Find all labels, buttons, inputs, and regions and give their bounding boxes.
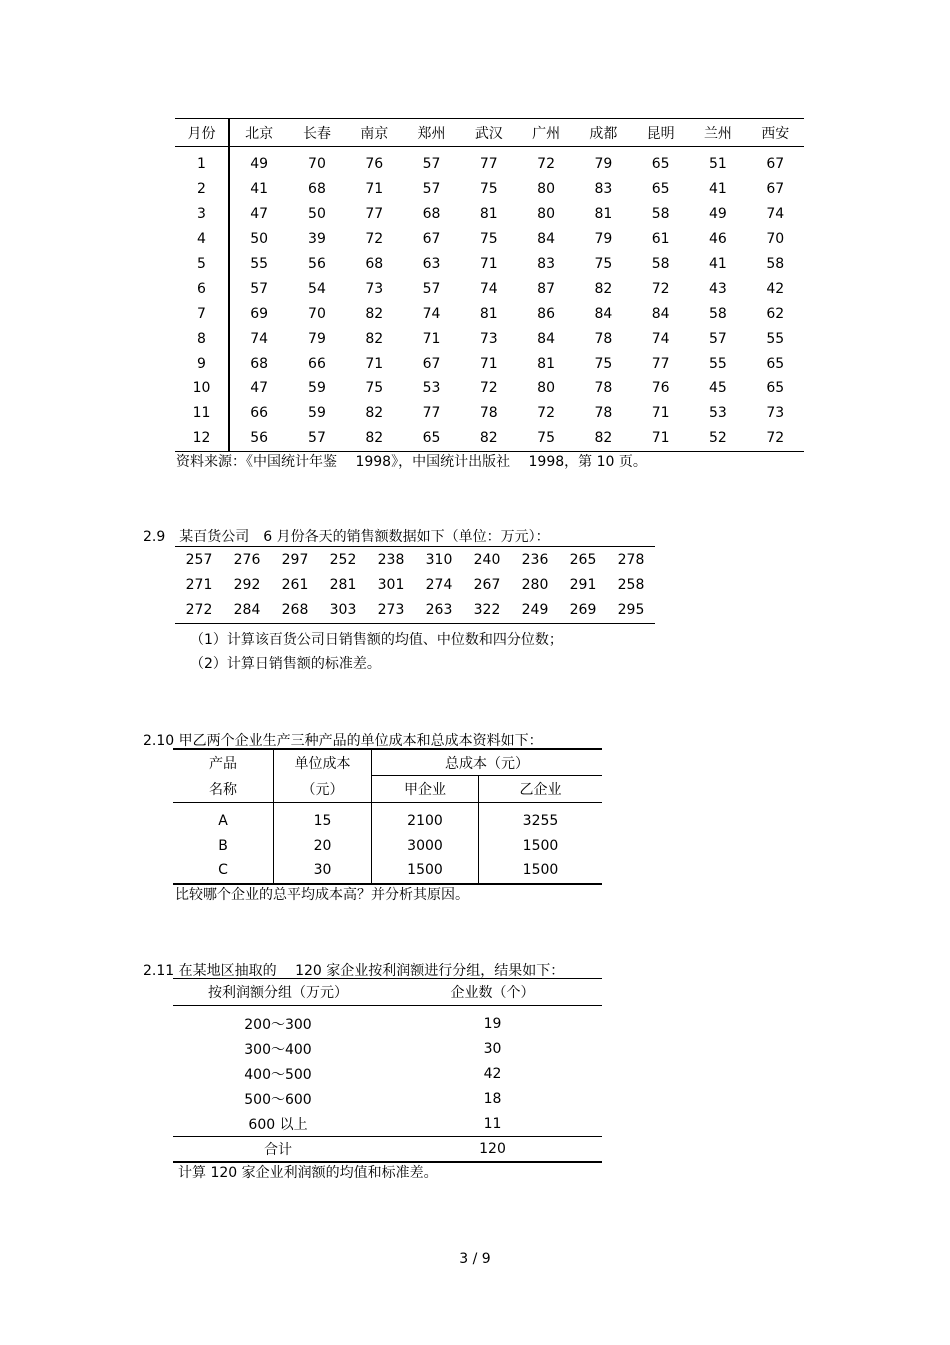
header-cell: 乙企业 bbox=[479, 776, 603, 803]
table-cell: 273 bbox=[367, 598, 415, 624]
table-cell: 20 bbox=[274, 834, 372, 859]
table-cell: 83 bbox=[537, 256, 555, 272]
table-cell: 74 bbox=[766, 206, 785, 223]
table-cell: 10 bbox=[175, 376, 229, 401]
table-cell: 68 bbox=[422, 206, 441, 223]
table-cell: 82 bbox=[365, 305, 384, 322]
table-cell: 252 bbox=[319, 547, 367, 573]
question-2-9-title: 2.9 某百货公司 6 月份各天的销售额数据如下（单位：万元）： bbox=[143, 529, 550, 545]
table-cell: 84 bbox=[594, 305, 613, 322]
table-cell: 400～500 bbox=[244, 1066, 312, 1083]
table-cell: 61 bbox=[651, 231, 670, 248]
table-cell: 78 bbox=[479, 405, 498, 422]
table-cell: 42 bbox=[483, 1065, 502, 1082]
table-cell: 69 bbox=[250, 305, 269, 322]
table-header-row bbox=[173, 776, 602, 803]
table-cell: 57 bbox=[422, 156, 441, 173]
table-cell: 2100 bbox=[372, 803, 479, 834]
table-cell: 70 bbox=[766, 231, 785, 248]
table-cell: 1500 bbox=[372, 858, 479, 884]
table-cell: 65 bbox=[651, 156, 670, 173]
table-cell: 74 bbox=[250, 330, 269, 347]
table-cell: 39 bbox=[308, 231, 326, 248]
table-row bbox=[173, 1062, 602, 1087]
table-cell: 75 bbox=[479, 231, 498, 248]
table-cell: 47 bbox=[250, 206, 269, 223]
table-cell: 75 bbox=[479, 181, 498, 198]
table-cell: 265 bbox=[559, 547, 607, 573]
table-cell: 70 bbox=[308, 156, 326, 173]
page-number: 3 / 9 bbox=[459, 1251, 491, 1267]
table-cell: 269 bbox=[559, 598, 607, 624]
table-cell: 68 bbox=[365, 256, 384, 272]
table-row bbox=[175, 177, 804, 202]
table-cell: 12 bbox=[175, 426, 229, 451]
table-cell: 71 bbox=[651, 405, 670, 422]
table-row bbox=[175, 202, 804, 227]
table-cell: 77 bbox=[422, 405, 441, 422]
table-row bbox=[173, 803, 602, 834]
table-cell: 58 bbox=[651, 206, 670, 223]
table-cell: 3000 bbox=[372, 834, 479, 859]
table-cell: B bbox=[173, 834, 274, 859]
table-cell: C bbox=[173, 858, 274, 884]
table-row bbox=[175, 351, 804, 376]
table-cell: 271 bbox=[185, 576, 213, 593]
table-cell: 72 bbox=[747, 426, 804, 451]
table-cell: 257 bbox=[175, 547, 223, 573]
table-cell: 267 bbox=[473, 576, 501, 593]
table-cell: 75 bbox=[365, 380, 384, 397]
table-cell: 72 bbox=[365, 231, 384, 248]
table-cell: 322 bbox=[463, 598, 511, 624]
city-monthly-table bbox=[175, 118, 804, 452]
table-row bbox=[175, 301, 804, 326]
table-row bbox=[175, 147, 804, 177]
table-total-row bbox=[173, 1136, 602, 1162]
table-cell: 80 bbox=[537, 206, 555, 223]
table-cell: 263 bbox=[415, 598, 463, 624]
table-cell: 82 bbox=[365, 330, 384, 347]
table-cell: 52 bbox=[689, 426, 746, 451]
question-2-10-title: 2.10 甲乙两个企业生产三种产品的单位成本和总成本资料如下： bbox=[143, 733, 543, 749]
table-cell: 72 bbox=[479, 380, 498, 397]
table-row bbox=[173, 834, 602, 859]
table-cell: 82 bbox=[460, 426, 517, 451]
header-cell: 昆明 bbox=[632, 119, 689, 147]
table-cell: 82 bbox=[575, 426, 632, 451]
table-cell: 66 bbox=[308, 355, 326, 372]
table-cell: 200～300 bbox=[244, 1017, 312, 1034]
table-row bbox=[175, 276, 804, 301]
table-cell: 63 bbox=[422, 256, 441, 272]
table-cell: 5 bbox=[175, 252, 229, 277]
table-cell: 50 bbox=[250, 231, 269, 248]
table-cell: 71 bbox=[365, 181, 384, 198]
table-cell: 57 bbox=[422, 280, 441, 297]
table-cell: 67 bbox=[422, 231, 441, 248]
table-cell: 84 bbox=[537, 231, 555, 248]
table-row bbox=[175, 598, 655, 624]
table-cell: 57 bbox=[709, 330, 727, 347]
table-cell: 57 bbox=[288, 426, 345, 451]
table-cell: 59 bbox=[308, 380, 326, 397]
table-cell: 57 bbox=[422, 181, 441, 198]
table-cell: 81 bbox=[479, 305, 498, 322]
table-row bbox=[173, 1086, 602, 1111]
table-cell: 281 bbox=[329, 576, 357, 593]
table-cell: 65 bbox=[766, 380, 785, 397]
table-cell: 280 bbox=[521, 576, 549, 593]
table-cell: 297 bbox=[271, 547, 319, 573]
table-header-row bbox=[173, 749, 602, 776]
table-cell: 78 bbox=[594, 380, 613, 397]
header-cell: 成都 bbox=[575, 119, 632, 147]
table-cell: 600 以上 bbox=[248, 1116, 308, 1133]
table-cell: 41 bbox=[709, 256, 727, 272]
table-cell: 74 bbox=[651, 330, 670, 347]
table-cell: 67 bbox=[766, 181, 785, 198]
table-row bbox=[173, 1006, 602, 1037]
table-row bbox=[175, 426, 804, 451]
table-header-row bbox=[175, 119, 804, 147]
table-cell: 55 bbox=[709, 355, 727, 372]
question-2-11-title: 2.11 在某地区抽取的 120 家企业按利润额进行分组，结果如下： bbox=[143, 963, 565, 979]
table-cell: 500～600 bbox=[244, 1091, 312, 1108]
table-row bbox=[173, 1111, 602, 1136]
table-body bbox=[173, 803, 602, 884]
header-cell: 月份 bbox=[175, 119, 229, 147]
table-cell: 74 bbox=[422, 305, 441, 322]
table-cell: 71 bbox=[479, 256, 498, 272]
table-cell: 82 bbox=[594, 280, 613, 297]
table-cell: 73 bbox=[766, 405, 785, 422]
table-cell: 15 bbox=[274, 803, 372, 834]
table-cell: 284 bbox=[223, 598, 271, 624]
header-cell: 武汉 bbox=[460, 119, 517, 147]
table-cell: 84 bbox=[651, 305, 670, 322]
table-cell: 54 bbox=[308, 280, 326, 297]
table-cell: 238 bbox=[367, 547, 415, 573]
table-body bbox=[173, 1006, 602, 1137]
table-cell: 7 bbox=[175, 301, 229, 326]
table-cell: 55 bbox=[250, 256, 269, 272]
table-cell: 11 bbox=[175, 401, 229, 426]
product-cost-table bbox=[173, 748, 602, 885]
table-cell: 80 bbox=[537, 181, 555, 198]
table-cell: 77 bbox=[651, 355, 670, 372]
header-cell: 按利润额分组（万元） bbox=[173, 979, 383, 1006]
header-cell: 西安 bbox=[747, 119, 804, 147]
table-cell: 278 bbox=[607, 547, 655, 573]
table-cell: 51 bbox=[709, 156, 727, 173]
table-cell: 9 bbox=[175, 351, 229, 376]
table-row bbox=[173, 1037, 602, 1062]
table-cell: 81 bbox=[594, 206, 613, 223]
table-cell: 71 bbox=[479, 355, 498, 372]
source-note: 资料来源：《中国统计年鉴 1998》，中国统计出版社 1998，第 10 页。 bbox=[176, 454, 647, 470]
table-cell: 81 bbox=[537, 355, 555, 372]
table-cell: 236 bbox=[511, 547, 559, 573]
table-row bbox=[175, 326, 804, 351]
table-cell: 73 bbox=[365, 280, 384, 297]
table-cell: 310 bbox=[415, 547, 463, 573]
table-cell: 62 bbox=[766, 305, 785, 322]
table-cell: 70 bbox=[308, 305, 326, 322]
table-cell: 272 bbox=[175, 598, 223, 624]
table-cell: A bbox=[173, 803, 274, 834]
table-header-row bbox=[173, 979, 602, 1006]
table-cell: 1500 bbox=[479, 858, 603, 884]
table-row bbox=[175, 376, 804, 401]
table-cell: 43 bbox=[709, 280, 727, 297]
header-cell: （元） bbox=[274, 776, 372, 803]
header-cell: 总成本（元） bbox=[372, 749, 603, 776]
table-cell: 73 bbox=[479, 330, 498, 347]
question-2-9-task-2: （2）计算日销售额的标准差。 bbox=[190, 656, 381, 672]
table-cell: 11 bbox=[483, 1115, 502, 1132]
table-cell: 261 bbox=[281, 576, 309, 593]
total-label: 合计 bbox=[173, 1136, 383, 1162]
table-cell: 71 bbox=[365, 355, 384, 372]
header-cell: 兰州 bbox=[689, 119, 746, 147]
table-cell: 2 bbox=[175, 177, 229, 202]
table-cell: 19 bbox=[483, 1016, 502, 1033]
table-cell: 303 bbox=[319, 598, 367, 624]
table-cell: 292 bbox=[233, 576, 261, 593]
table-cell: 1 bbox=[175, 147, 229, 177]
table-cell: 249 bbox=[511, 598, 559, 624]
table-cell: 41 bbox=[709, 181, 727, 198]
table-cell: 30 bbox=[274, 858, 372, 884]
table-cell: 65 bbox=[403, 426, 460, 451]
table-cell: 79 bbox=[594, 156, 613, 173]
table-cell: 83 bbox=[594, 181, 613, 198]
table-cell: 295 bbox=[607, 598, 655, 624]
table-cell: 56 bbox=[229, 426, 288, 451]
table-cell: 1500 bbox=[522, 837, 559, 854]
header-cell: 产品 bbox=[173, 749, 274, 776]
table-cell: 18 bbox=[483, 1090, 502, 1107]
table-cell: 300～400 bbox=[244, 1042, 312, 1059]
table-cell: 68 bbox=[250, 355, 269, 372]
table-cell: 3255 bbox=[522, 813, 559, 830]
table-cell: 274 bbox=[425, 576, 453, 593]
table-cell: 76 bbox=[365, 156, 384, 173]
table-cell: 268 bbox=[271, 598, 319, 624]
table-cell: 68 bbox=[308, 181, 326, 198]
table-row bbox=[175, 227, 804, 252]
table-cell: 79 bbox=[594, 231, 613, 248]
table-cell: 72 bbox=[651, 280, 670, 297]
table-cell: 3 bbox=[175, 202, 229, 227]
table-cell: 81 bbox=[479, 206, 498, 223]
table-cell: 55 bbox=[766, 330, 785, 347]
table-cell: 50 bbox=[308, 206, 326, 223]
header-cell: 企业数（个） bbox=[383, 979, 602, 1006]
table-cell: 87 bbox=[537, 280, 555, 297]
total-value: 120 bbox=[383, 1136, 602, 1162]
table-row bbox=[175, 547, 655, 573]
table-cell: 80 bbox=[537, 380, 555, 397]
table-cell: 49 bbox=[250, 156, 269, 173]
table-cell: 71 bbox=[422, 330, 441, 347]
header-cell: 甲企业 bbox=[372, 776, 479, 803]
table-cell: 258 bbox=[617, 576, 645, 593]
table-row bbox=[175, 401, 804, 426]
table-cell: 84 bbox=[537, 330, 555, 347]
table-cell: 82 bbox=[346, 426, 403, 451]
question-2-10-text: 比较哪个企业的总平均成本高？并分析其原因。 bbox=[175, 887, 469, 903]
header-cell: 名称 bbox=[173, 776, 274, 803]
table-cell: 8 bbox=[175, 326, 229, 351]
table-cell: 53 bbox=[709, 405, 727, 422]
table-cell: 30 bbox=[483, 1041, 502, 1058]
table-cell: 82 bbox=[365, 405, 384, 422]
table-cell: 72 bbox=[537, 156, 555, 173]
table-cell: 86 bbox=[537, 305, 555, 322]
table-cell: 240 bbox=[463, 547, 511, 573]
table-cell: 56 bbox=[308, 256, 326, 272]
table-cell: 72 bbox=[537, 405, 555, 422]
table-cell: 41 bbox=[250, 181, 269, 198]
table-row bbox=[173, 858, 602, 884]
table-cell: 67 bbox=[422, 355, 441, 372]
table-cell: 58 bbox=[709, 305, 727, 322]
question-2-11-task: 计算 120 家企业利润额的均值和标准差。 bbox=[178, 1165, 438, 1181]
table-cell: 79 bbox=[308, 330, 326, 347]
header-cell: 长春 bbox=[288, 119, 345, 147]
table-cell: 4 bbox=[175, 227, 229, 252]
header-cell: 郑州 bbox=[403, 119, 460, 147]
table-body bbox=[175, 147, 804, 452]
table-cell: 67 bbox=[766, 156, 785, 173]
table-row bbox=[175, 572, 655, 597]
table-cell: 276 bbox=[223, 547, 271, 573]
daily-sales-table bbox=[175, 546, 655, 624]
table-cell: 59 bbox=[308, 405, 326, 422]
header-cell: 北京 bbox=[229, 119, 288, 147]
table-cell: 45 bbox=[709, 380, 727, 397]
table-cell: 6 bbox=[175, 276, 229, 301]
table-cell: 53 bbox=[422, 380, 441, 397]
table-body bbox=[175, 547, 655, 624]
table-cell: 46 bbox=[709, 231, 727, 248]
table-cell: 71 bbox=[632, 426, 689, 451]
table-cell: 65 bbox=[651, 181, 670, 198]
table-cell: 78 bbox=[594, 330, 613, 347]
table-cell: 57 bbox=[250, 280, 269, 297]
table-cell: 291 bbox=[569, 576, 597, 593]
header-cell: 单位成本 bbox=[274, 749, 372, 776]
table-cell: 75 bbox=[594, 355, 613, 372]
table-row bbox=[175, 252, 804, 277]
table-cell: 42 bbox=[766, 280, 785, 297]
table-cell: 65 bbox=[766, 355, 785, 372]
table-cell: 66 bbox=[250, 405, 269, 422]
table-cell: 77 bbox=[479, 156, 498, 173]
header-cell: 南京 bbox=[346, 119, 403, 147]
table-cell: 49 bbox=[709, 206, 727, 223]
table-cell: 77 bbox=[365, 206, 384, 223]
table-cell: 301 bbox=[377, 576, 405, 593]
table-cell: 58 bbox=[766, 256, 785, 272]
table-cell: 78 bbox=[594, 405, 613, 422]
table-cell: 75 bbox=[594, 256, 613, 272]
table-cell: 75 bbox=[517, 426, 574, 451]
table-cell: 74 bbox=[479, 280, 498, 297]
table-cell: 47 bbox=[250, 380, 269, 397]
profit-group-table bbox=[173, 978, 602, 1163]
question-2-9-task-1: （1）计算该百货公司日销售额的均值、中位数和四分位数； bbox=[190, 632, 563, 648]
header-cell: 广州 bbox=[517, 119, 574, 147]
table-cell: 58 bbox=[651, 256, 670, 272]
table-cell: 76 bbox=[651, 380, 670, 397]
